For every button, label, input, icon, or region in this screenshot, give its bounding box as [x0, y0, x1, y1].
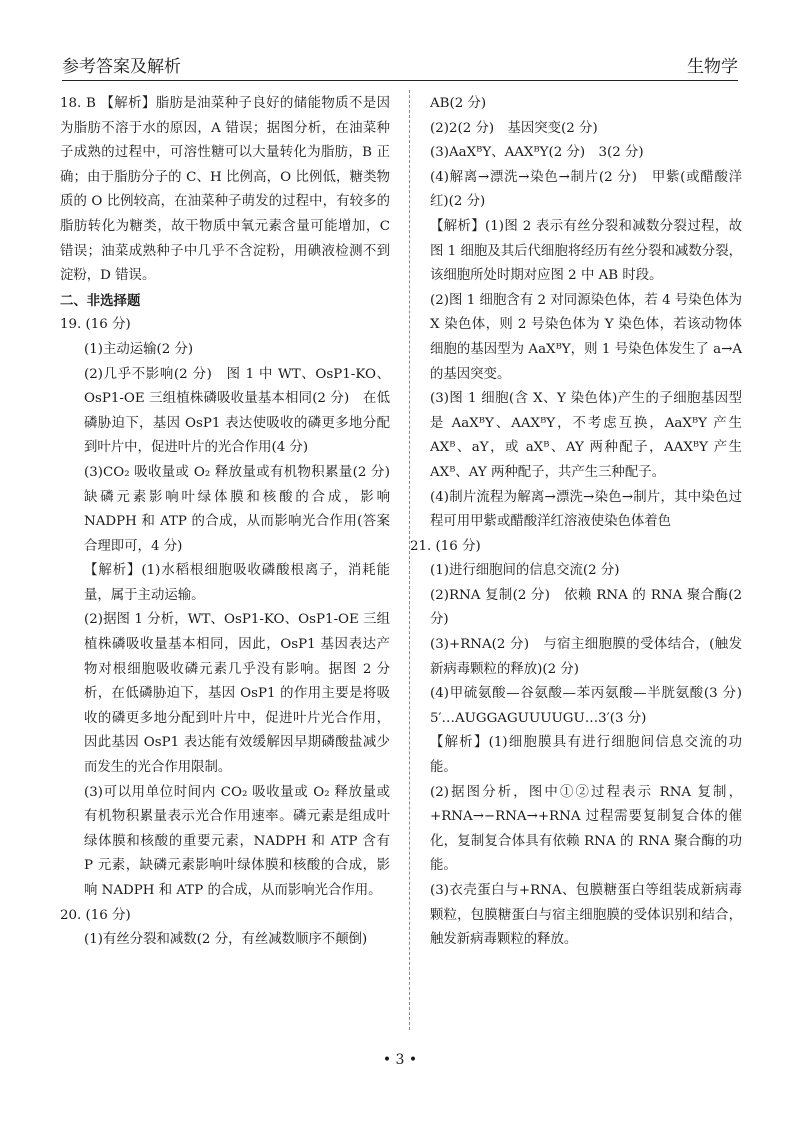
right-column — [410, 92, 756, 953]
paragraph: (4)甲硫氨酸—谷氨酸—苯丙氨酸—半胱氨酸(3 分) 5′…AUGGAGUUUUGU…3′(3 分) — [430, 686, 756, 726]
paragraph: (2)几乎不影响(2 分) 图 1 中 WT、OsP1-KO、OsP1-OE 三组植株磷吸收量基本相同(2 分) 在低磷胁迫下，基因 OsP1 表达使吸收的磷更多地分配到叶片中，促进叶片的光合作用(4 分) — [84, 366, 390, 456]
paragraph: (2)图 1 细胞含有 2 对同源染色体，若 4 号染色体为 X 染色体，则 2 号染色体为 Y 染色体，若该动物体细胞的基因型为 AaXᴮY，则 1 号染色体发生了 a→A 的基因突变。 — [430, 292, 742, 382]
paragraph: (3)图 1 细胞(含 X、Y 染色体)产生的子细胞基因型是 AaXᴮY、AAXᴮY，不考虑互换，AaXᴮY 产生 AXᴮ、aY，或 aXᴮ、AY 两种配子，AAXᴮY 产生 AXᴮ、AY 两种配子，共产生三种配子。 — [430, 391, 742, 480]
paragraph: (3)AaXᴮY、AAXᴮY(2 分) 3(2 分) — [430, 145, 644, 161]
header-subject: 生物学 — [687, 57, 738, 77]
paragraph: (2)RNA 复制(2 分) 依赖 RNA 的 RNA 聚合酶(2 分) — [430, 587, 742, 628]
page-number: • 3 • — [382, 1052, 418, 1068]
analysis-paragraph: 【解析】(1)图 2 表示有丝分裂和减数分裂过程，故图 1 细胞及其后代细胞将经历有丝分裂和减数分裂，该细胞所处时期对应图 2 中 AB 时段。 — [430, 218, 742, 284]
analysis-paragraph: 【解析】(1)细胞膜具有进行细胞间信息交流的功能。 — [430, 735, 742, 776]
question-number: 20. (16 分) — [60, 907, 131, 923]
paragraph: (2)据图分析，图中①②过程表示 RNA 复制，+RNA→−RNA→+RNA 过程需要复制复合体的催化，复制复合体具有依赖 RNA 的 RNA 聚合酶的功能。 — [430, 784, 742, 874]
paragraph: (3)衣壳蛋白与+RNA、包膜糖蛋白等组装成新病毒颗粒，包膜糖蛋白与宿主细胞膜的受体识别和结合，触发新病毒颗粒的释放。 — [430, 883, 742, 948]
paragraph: (1)有丝分裂和减数(2 分，有丝减数顺序不颠倒) — [84, 932, 368, 948]
paragraph: (1)主动运输(2 分) — [84, 341, 194, 357]
header-rule — [62, 80, 738, 81]
page-header — [62, 46, 738, 76]
question-number: 19. (16 分) — [60, 317, 131, 333]
paragraph: (2)2(2 分) 基因突变(2 分) — [430, 120, 598, 136]
section-heading: 二、非选择题 — [60, 292, 141, 309]
paragraph: (3)可以用单位时间内 CO₂ 吸收量或 O₂ 释放量或有机物积累量表示光合作用速率。磷元素是组成叶绿体膜和核酸的重要元素，NADPH 和 ATP 含有 P 元素，缺磷元素影响叶绿体膜和核酸的合成，影响 NADPH 和 ATP 的合成，从而影响光合作用。 — [84, 784, 390, 898]
column-divider — [409, 90, 410, 1030]
paragraph: AB(2 分) — [430, 96, 487, 111]
header-title: 参考答案及解析 — [62, 57, 181, 77]
paragraph: (3)+RNA(2 分) 与宿主细胞膜的受体结合，(触发新病毒颗粒的释放)(2 分) — [430, 637, 742, 677]
paragraph: (1)进行细胞间的信息交流(2 分) — [430, 563, 620, 579]
paragraph: 18. B 【解析】脂肪是油菜种子良好的储能物质不是因为脂肪不溶于水的原因，A 错误；据图分析，在油菜种子成熟的过程中，可溶性糖可以大量转化为脂肪，B 正确；由于脂肪分子的 C、H 比例高，O 比例低，糖类物质的 O 比例较高，在油菜种子萌发的过程中，有较多的脂肪转化为糖类，故干物质中氧元素含量可能增加，C 错误；油菜成熟种子中几乎不含淀粉，用碘液检测不到淀粉，D 错误。 — [60, 96, 390, 284]
question-number: 21. (16 分) — [410, 538, 481, 554]
paragraph: (2)据图 1 分析，WT、OsP1-KO、OsP1-OE 三组植株磷吸收量基本相同，因此，OsP1 基因表达产物对根细胞吸收磷元素几乎没有影响。据图 2 分析，在低磷胁迫下，基因 OsP1 的作用主要是将吸收的磷更多地分配到叶片中，促进叶片光合作用，因此基因 OsP1 表达能有效缓解因早期磷酸盐减少而发生的光合作用限制。 — [84, 612, 390, 776]
paragraph: (4)解离→漂洗→染色→制片(2 分) 甲紫(或醋酸洋红)(2 分) — [430, 169, 742, 210]
analysis-paragraph: 【解析】(1)水稻根细胞吸收磷酸根离子，消耗能量，属于主动运输。 — [84, 563, 390, 603]
left-column — [60, 92, 404, 953]
paragraph: (4)制片流程为解离→漂洗→染色→制片，其中染色过程可用甲紫或醋酸洋红溶液使染色体着色 — [430, 489, 742, 530]
paragraph: (3)CO₂ 吸收量或 O₂ 释放量或有机物积累量(2 分) 缺磷元素影响叶绿体膜和核酸的合成，影响 NADPH 和 ATP 的合成，从而影响光合作用(答案合理即可，4 分) — [84, 464, 404, 554]
